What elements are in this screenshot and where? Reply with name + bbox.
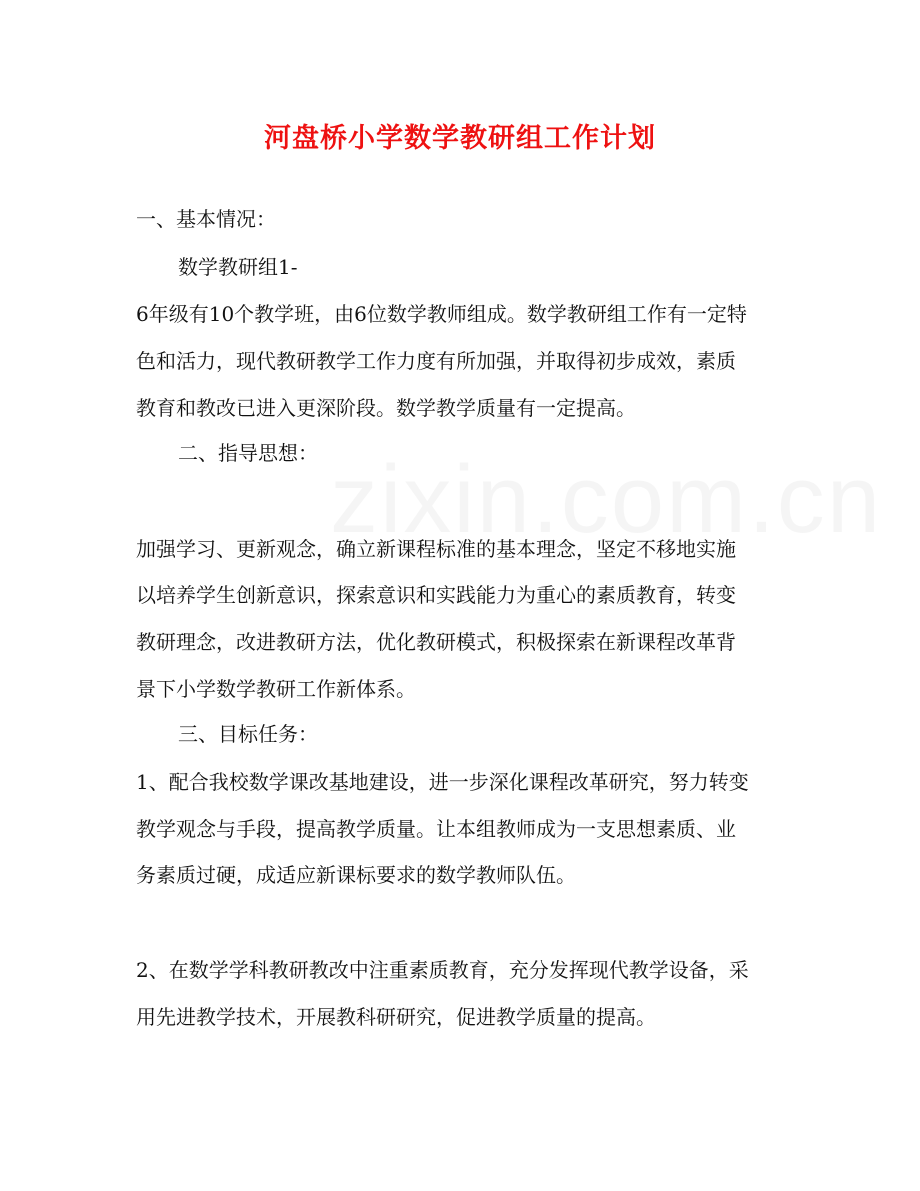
paragraph-line: 景下小学数学教研工作新体系。 [136,677,416,701]
paragraph-line: 教育和教改已进入更深阶段。数学教学质量有一定提高。 [136,396,636,420]
paragraph-line: 务素质过硬，成适应新课标要求的数学教师队伍。 [136,863,576,887]
section-heading-goals: 三、目标任务： [178,722,318,746]
paragraph-line: 6年级有10个教学班，由6位数学教师组成。数学教研组工作有一定特 [136,302,747,326]
paragraph-line: 教学观念与手段，提高教学质量。让本组教师成为一支思想素质、业 [136,817,736,841]
paragraph-line: 2、在数学学科教研教改中注重素质教育，充分发挥现代教学设备，采 [136,958,749,982]
paragraph-line: 数学教研组1- [178,255,298,279]
paragraph-line: 加强学习、更新观念，确立新课程标准的基本理念，坚定不移地实施 [136,537,736,561]
section-heading-basic: 一、基本情况： [136,207,276,231]
paragraph-line: 教研理念，改进教研方法，优化教研模式，积极探索在新课程改革背 [136,630,736,654]
section-heading-guidance: 二、指导思想： [178,441,318,465]
paragraph-line: 1、配合我校数学课改基地建设，进一步深化课程改革研究，努力转变 [136,770,749,794]
paragraph-line: 用先进教学技术，开展教科研研究，促进教学质量的提高。 [136,1005,656,1029]
paragraph-line: 以培养学生创新意识，探索意识和实践能力为重心的素质教育，转变 [136,583,736,607]
paragraph-line: 色和活力，现代教研教学工作力度有所加强，并取得初步成效，素质 [136,349,736,373]
document-title: 河盘桥小学数学教研组工作计划 [264,123,656,154]
